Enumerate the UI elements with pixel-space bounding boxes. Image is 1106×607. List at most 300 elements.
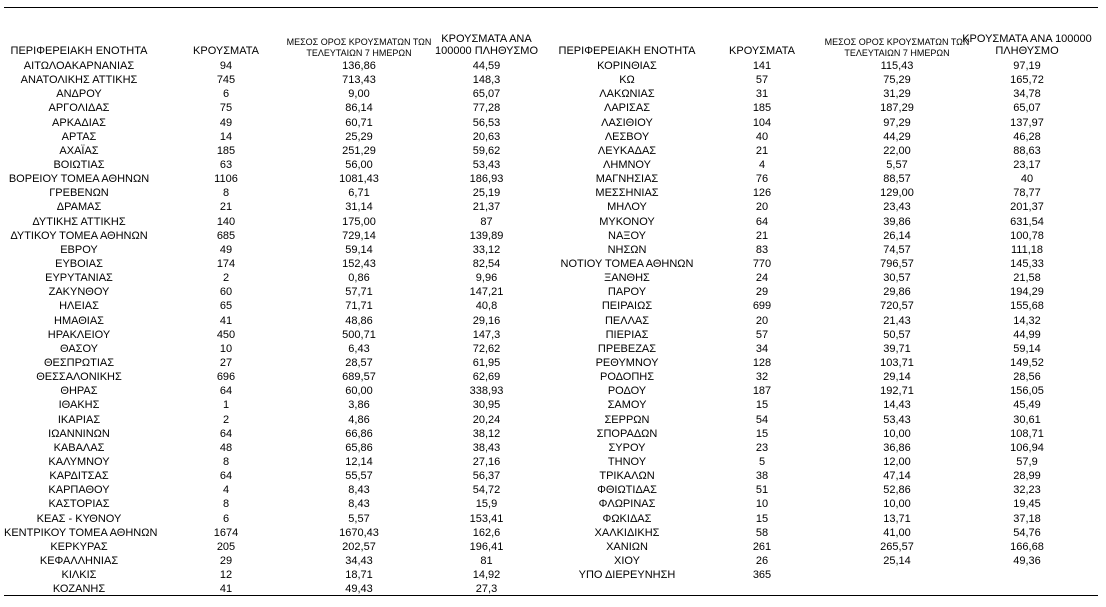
table-row — [557, 271, 1099, 285]
region-cell: ΕΥΡΥΤΑΝΙΑΣ — [45, 272, 113, 285]
region-cell: ΞΑΝΘΗΣ — [604, 272, 650, 285]
avg7-cell: 265,57 — [880, 540, 914, 553]
table-row — [557, 186, 1099, 200]
region-cell: ΘΕΣΣΑΛΟΝΙΚΗΣ — [36, 371, 122, 384]
region-cell: ΚΑΒΑΛΑΣ — [53, 441, 105, 454]
cases-cell: 60 — [219, 286, 233, 299]
table-row — [557, 483, 1099, 497]
avg7-cell: 192,71 — [880, 385, 914, 398]
region-cell: ΗΜΑΘΙΑΣ — [54, 314, 104, 327]
region-cell: ΚΑΡΠΑΘΟΥ — [48, 484, 110, 497]
avg7-cell: 136,86 — [342, 60, 376, 72]
table-row — [4, 497, 556, 511]
right-table — [557, 26, 1099, 582]
table-row — [4, 200, 556, 214]
avg7-cell: 6,71 — [348, 187, 370, 200]
cases-cell: 15 — [755, 399, 769, 412]
region-cell: ΚΕΑΣ - ΚΥΘΝΟΥ — [36, 512, 122, 525]
avg7-cell: 74,57 — [883, 243, 911, 256]
per100k-cell: 59,14 — [1013, 342, 1041, 355]
cases-cell: 65 — [219, 300, 233, 313]
cases-cell: 64 — [755, 215, 769, 228]
table-row — [557, 441, 1099, 455]
region-cell: ΘΑΣΟΥ — [59, 342, 99, 355]
avg7-cell: 71,71 — [345, 300, 373, 313]
region-cell: ΠΕΛΛΑΣ — [604, 314, 650, 327]
avg7-cell: 52,86 — [883, 484, 911, 497]
avg7-cell: 175,00 — [342, 215, 376, 228]
avg7-cell: 25,14 — [883, 554, 911, 567]
region-cell: ΧΙΟΥ — [614, 554, 640, 567]
avg7-cell: 3,86 — [348, 399, 370, 412]
region-cell: ΤΗΝΟΥ — [607, 455, 647, 468]
cases-cell: 104 — [752, 116, 772, 129]
region-cell: ΑΡΚΑΔΙΑΣ — [52, 116, 106, 129]
per100k-cell: 27,16 — [472, 455, 501, 468]
avg7-cell: 5,57 — [886, 158, 908, 171]
per100k-cell: 28,99 — [1013, 470, 1041, 483]
per100k-cell: 162,6 — [472, 526, 501, 539]
region-cell: ΛΗΜΝΟΥ — [603, 158, 651, 171]
region-cell: ΔΥΤΙΚΟΥ ΤΟΜΕΑ ΑΘΗΝΩΝ — [10, 229, 148, 242]
per100k-cell: 20,24 — [472, 413, 501, 426]
region-cell: ΘΗΡΑΣ — [60, 385, 98, 398]
table-row — [4, 413, 556, 427]
cases-cell: 699 — [752, 300, 772, 313]
region-cell: ΧΑΝΙΩΝ — [606, 540, 648, 553]
region-cell: ΕΥΒΟΙΑΣ — [55, 257, 103, 270]
region-cell: ΠΕΙΡΑΙΩΣ — [601, 300, 653, 313]
avg7-cell: 10,00 — [883, 427, 911, 440]
per100k-header: ΚΡΟΥΣΜΑΤΑ ΑΝΑ 100000 ΠΛΗΘΥΣΜΟ — [434, 32, 539, 58]
table-row — [557, 200, 1099, 214]
avg7-cell: 48,86 — [345, 314, 373, 327]
table-row — [557, 59, 1099, 73]
per100k-cell: 25,19 — [472, 187, 501, 200]
avg7-cell: 1081,43 — [339, 173, 379, 186]
cases-cell: 32 — [755, 371, 769, 384]
cases-cell: 4 — [758, 158, 766, 171]
table-row — [4, 455, 556, 469]
region-cell: ΣΕΡΡΩΝ — [604, 413, 650, 426]
table-row — [557, 469, 1099, 483]
cases-cell: 64 — [219, 385, 233, 398]
per100k-cell: 30,95 — [472, 399, 501, 412]
avg7-cell: 31,29 — [883, 88, 911, 101]
cases-cell: 29 — [755, 286, 769, 299]
table-row — [4, 299, 556, 313]
cases-cell: 128 — [752, 356, 772, 369]
avg7-cell: 49,43 — [345, 583, 373, 596]
table-row — [4, 356, 556, 370]
cases-cell: 15 — [755, 512, 769, 525]
table-row — [557, 314, 1099, 328]
per100k-cell: 147,21 — [469, 286, 504, 299]
per100k-cell: 56,53 — [472, 116, 501, 129]
cases-cell: 94 — [219, 60, 233, 72]
cases-cell: 10 — [219, 342, 233, 355]
cases-cell: 8 — [222, 498, 230, 511]
region-cell: ΕΒΡΟΥ — [60, 243, 98, 256]
avg7-cell: 30,57 — [883, 272, 911, 285]
region-cell: ΚΟΡΙΝΘΙΑΣ — [597, 60, 657, 72]
table-row — [4, 398, 556, 412]
avg7-cell: 689,57 — [342, 371, 376, 384]
table-row — [557, 172, 1099, 186]
per100k-cell: 9,96 — [475, 272, 498, 285]
table-row — [4, 59, 556, 73]
region-cell: ΗΡΑΚΛΕΙΟΥ — [47, 328, 111, 341]
cases-cell: 1 — [222, 399, 230, 412]
avg7-cell: 10,00 — [883, 498, 911, 511]
avg7-cell: 103,71 — [880, 356, 914, 369]
avg7-cell: 8,43 — [348, 498, 370, 511]
per100k-cell: 44,99 — [1013, 328, 1041, 341]
table-row — [557, 229, 1099, 243]
cases-header: ΚΡΟΥΣΜΑΤΑ — [729, 45, 795, 58]
region-cell: ΜΗΛΟΥ — [607, 201, 647, 214]
region-cell: ΗΛΕΙΑΣ — [59, 300, 99, 313]
cases-cell: 14 — [219, 130, 233, 143]
avg7-header: ΜΕΣΟΣ ΟΡΟΣ ΚΡΟΥΣΜΑΤΩΝ ΤΩΝ ΤΕΛΕΥΤΑΙΩΝ 7 ΗΜΕΡΩΝ — [824, 37, 970, 58]
cases-cell: 126 — [752, 187, 772, 200]
per100k-cell: 196,41 — [469, 540, 504, 553]
cases-cell: 5 — [758, 455, 766, 468]
per100k-cell: 77,28 — [472, 102, 501, 115]
cases-header: ΚΡΟΥΣΜΑΤΑ — [193, 45, 259, 58]
region-cell: ΠΑΡΟΥ — [607, 286, 647, 299]
avg7-cell: 55,57 — [345, 470, 373, 483]
per100k-cell: 148,3 — [472, 74, 501, 87]
cases-cell: 76 — [755, 173, 769, 186]
per100k-cell: 15,9 — [475, 498, 498, 511]
table-row — [4, 427, 556, 441]
cases-cell: 205 — [216, 540, 236, 553]
per100k-cell: 49,36 — [1013, 554, 1041, 567]
avg7-cell: 47,14 — [883, 470, 911, 483]
table-row — [557, 526, 1099, 540]
cases-cell: 64 — [219, 470, 233, 483]
per100k-cell: 100,78 — [1010, 229, 1044, 242]
table-row — [4, 271, 556, 285]
avg7-cell: 60,71 — [345, 116, 373, 129]
avg7-cell: 129,00 — [880, 187, 914, 200]
avg7-cell: 796,57 — [880, 257, 914, 270]
cases-cell: 64 — [219, 427, 233, 440]
region-cell: ΡΕΘΥΜΝΟΥ — [595, 356, 659, 369]
per100k-cell: 62,69 — [472, 371, 501, 384]
left-table-header — [4, 26, 556, 58]
cases-cell: 27 — [219, 356, 233, 369]
table-row — [4, 285, 556, 299]
per100k-cell: 145,33 — [1010, 257, 1044, 270]
avg7-cell: 53,43 — [883, 413, 911, 426]
per100k-cell: 78,77 — [1013, 187, 1041, 200]
per100k-cell: 14,32 — [1013, 314, 1041, 327]
avg7-cell: 6,43 — [348, 342, 370, 355]
cases-cell: 23 — [755, 441, 769, 454]
cases-cell: 63 — [219, 158, 233, 171]
per100k-cell: 33,12 — [472, 243, 501, 256]
avg7-cell: 251,29 — [342, 144, 376, 157]
avg7-cell: 31,14 — [345, 201, 373, 214]
cases-cell: 21 — [755, 229, 769, 242]
per100k-cell: 111,18 — [1010, 243, 1043, 256]
table-row — [4, 512, 556, 526]
cases-cell: 6 — [222, 88, 230, 101]
cases-cell: 174 — [216, 257, 236, 270]
cases-cell: 261 — [752, 540, 772, 553]
table-row — [557, 540, 1099, 554]
avg7-cell: 713,43 — [342, 74, 376, 87]
cases-cell: 24 — [755, 272, 769, 285]
table-row — [4, 483, 556, 497]
per100k-cell: 87 — [480, 215, 493, 228]
per100k-cell: 40,8 — [475, 300, 498, 313]
table-row — [557, 215, 1099, 229]
per100k-cell: 72,62 — [472, 342, 501, 355]
cases-cell: 21 — [219, 201, 233, 214]
cases-cell: 40 — [755, 130, 769, 143]
table-row — [557, 512, 1099, 526]
table-row — [4, 101, 556, 115]
avg7-cell: 41,00 — [883, 526, 911, 539]
per100k-cell: 21,37 — [472, 201, 501, 214]
region-cell: ΒΟΙΩΤΙΑΣ — [53, 158, 105, 171]
cases-cell: 12 — [219, 569, 233, 582]
region-cell: ΜΥΚΟΝΟΥ — [599, 215, 655, 228]
avg7-cell: 115,43 — [880, 60, 914, 72]
region-cell: ΜΑΓΝΗΣΙΑΣ — [595, 173, 659, 186]
cases-cell: 21 — [755, 144, 769, 157]
avg7-cell: 65,86 — [345, 441, 373, 454]
avg7-cell: 29,14 — [883, 371, 911, 384]
per100k-cell: 81 — [480, 554, 493, 567]
per100k-cell: 106,94 — [1010, 441, 1044, 454]
region-cell: ΛΑΣΙΘΙΟΥ — [601, 116, 653, 129]
region-cell: ΓΡΕΒΕΝΩΝ — [49, 187, 109, 200]
per100k-cell: 23,17 — [1013, 158, 1041, 171]
per100k-header: ΚΡΟΥΣΜΑΤΑ ΑΝΑ 100000 ΠΛΗΘΥΣΜΟ — [962, 32, 1092, 58]
region-cell: ΑΝΑΤΟΛΙΚΗΣ ΑΤΤΙΚΗΣ — [20, 74, 138, 87]
table-row — [557, 455, 1099, 469]
table-row — [557, 356, 1099, 370]
table-row — [557, 398, 1099, 412]
region-cell: ΒΟΡΕΙΟΥ ΤΟΜΕΑ ΑΘΗΝΩΝ — [8, 173, 150, 186]
cases-cell: 2 — [222, 272, 230, 285]
per100k-cell: 153,41 — [469, 512, 504, 525]
region-header: ΠΕΡΙΦΕΡΕΙΑΚΗ ΕΝΟΤΗΤΑ — [558, 45, 696, 58]
per100k-cell: 19,45 — [1013, 498, 1041, 511]
cases-cell: 41 — [219, 314, 233, 327]
avg7-cell: 56,00 — [345, 158, 373, 171]
per100k-cell: 40 — [1020, 173, 1034, 186]
region-cell: ΖΑΚΥΝΘΟΥ — [48, 286, 110, 299]
per100k-cell: 201,37 — [1010, 201, 1044, 214]
avg7-cell: 57,71 — [345, 286, 373, 299]
avg7-cell: 729,14 — [342, 229, 376, 242]
cases-cell: 58 — [755, 526, 769, 539]
cases-cell: 38 — [755, 470, 769, 483]
region-cell: ΠΡΕΒΕΖΑΣ — [597, 342, 657, 355]
cases-cell: 8 — [222, 187, 230, 200]
cases-cell: 450 — [216, 328, 236, 341]
per100k-cell: 631,54 — [1010, 215, 1044, 228]
per100k-cell: 34,78 — [1013, 88, 1041, 101]
table-row — [557, 87, 1099, 101]
table-row — [4, 370, 556, 384]
avg7-cell: 75,29 — [883, 74, 911, 87]
avg7-cell: 60,00 — [345, 385, 373, 398]
region-cell: ΑΙΤΩΛΟΑΚΑΡΝΑΝΙΑΣ — [23, 60, 135, 72]
region-cell: ΧΑΛΚΙΔΙΚΗΣ — [594, 526, 660, 539]
region-cell: ΔΡΑΜΑΣ — [56, 201, 102, 214]
region-cell: ΚΑΡΔΙΤΣΑΣ — [49, 470, 109, 483]
cases-cell: 770 — [752, 257, 772, 270]
cases-cell: 49 — [219, 243, 233, 256]
per100k-cell: 30,61 — [1013, 413, 1041, 426]
table-row — [557, 497, 1099, 511]
table-row — [4, 87, 556, 101]
per100k-cell: 139,89 — [469, 229, 504, 242]
region-cell: ΛΑΚΩΝΙΑΣ — [599, 88, 655, 101]
per100k-cell: 338,93 — [469, 385, 504, 398]
avg7-cell: 23,43 — [883, 201, 911, 214]
table-row — [557, 299, 1099, 313]
right-table-header — [557, 26, 1099, 58]
cases-cell: 48 — [219, 441, 233, 454]
table-row — [557, 130, 1099, 144]
avg7-cell: 12,14 — [345, 455, 373, 468]
cases-cell: 745 — [216, 74, 236, 87]
per100k-cell: 149,52 — [1010, 356, 1044, 369]
cases-cell: 685 — [216, 229, 236, 242]
cases-cell: 8 — [222, 455, 230, 468]
region-cell: ΚΟΖΑΝΗΣ — [52, 583, 106, 596]
region-cell: ΦΩΚΙΔΑΣ — [602, 512, 652, 525]
table-row — [4, 130, 556, 144]
per100k-cell: 97,19 — [1013, 60, 1041, 72]
region-cell: ΣΠΟΡΑΔΩΝ — [596, 427, 658, 440]
region-cell: ΘΕΣΠΡΩΤΙΑΣ — [43, 356, 115, 369]
region-cell: ΙΩΑΝΝΙΝΩΝ — [48, 427, 110, 440]
table-row — [4, 314, 556, 328]
table-row — [557, 257, 1099, 271]
region-cell: ΚΩ — [619, 74, 635, 87]
cases-cell: 20 — [755, 314, 769, 327]
cases-cell: 185 — [216, 144, 236, 157]
per100k-cell: 14,92 — [472, 569, 501, 582]
avg7-cell: 12,00 — [883, 455, 911, 468]
avg7-cell: 18,71 — [345, 569, 373, 582]
avg7-cell: 66,86 — [345, 427, 373, 440]
region-cell: ΛΑΡΙΣΑΣ — [603, 102, 650, 115]
table-row — [4, 328, 556, 342]
avg7-cell: 13,71 — [883, 512, 911, 525]
cases-cell: 187 — [752, 385, 772, 398]
cases-cell: 140 — [216, 215, 236, 228]
cases-cell: 41 — [219, 583, 233, 596]
per100k-cell: 186,93 — [469, 173, 504, 186]
table-row — [4, 116, 556, 130]
region-cell: ΜΕΣΣΗΝΙΑΣ — [595, 187, 659, 200]
right-table-body — [557, 59, 1099, 582]
cases-cell: 54 — [755, 413, 769, 426]
cases-cell: 365 — [752, 569, 772, 582]
per100k-cell: 61,95 — [472, 356, 501, 369]
table-row — [557, 73, 1099, 87]
per100k-cell: 137,97 — [1010, 116, 1044, 129]
avg7-cell: 50,57 — [883, 328, 911, 341]
table-row — [4, 342, 556, 356]
per100k-cell: 20,63 — [472, 130, 501, 143]
table-row — [557, 158, 1099, 172]
table-row — [557, 370, 1099, 384]
avg7-cell: 22,00 — [883, 144, 911, 157]
per100k-cell: 56,37 — [472, 470, 501, 483]
cases-cell: 31 — [755, 88, 769, 101]
region-cell: ΤΡΙΚΑΛΩΝ — [599, 470, 655, 483]
cases-cell: 20 — [755, 201, 769, 214]
table-row — [557, 285, 1099, 299]
avg7-cell: 1670,43 — [339, 526, 379, 539]
region-cell: ΚΙΛΚΙΣ — [61, 569, 97, 582]
table-row — [4, 441, 556, 455]
cases-cell: 83 — [755, 243, 769, 256]
avg7-header: ΜΕΣΟΣ ΟΡΟΣ ΚΡΟΥΣΜΑΤΩΝ ΤΩΝ ΤΕΛΕΥΤΑΙΩΝ 7 ΗΜΕΡΩΝ — [286, 37, 432, 58]
per100k-cell: 37,18 — [1013, 512, 1041, 525]
table-row — [4, 144, 556, 158]
avg7-cell: 5,57 — [348, 512, 370, 525]
table-row — [557, 328, 1099, 342]
table-row — [4, 384, 556, 398]
cases-cell: 29 — [219, 554, 233, 567]
table-row — [557, 554, 1099, 568]
region-cell: ΛΕΣΒΟΥ — [604, 130, 650, 143]
region-cell: ΣΑΜΟΥ — [607, 399, 647, 412]
region-cell: ΦΘΙΩΤΙΔΑΣ — [597, 484, 657, 497]
region-header: ΠΕΡΙΦΕΡΕΙΑΚΗ ΕΝΟΤΗΤΑ — [10, 45, 148, 58]
region-cell: ΡΟΔΟΠΗΣ — [599, 371, 655, 384]
avg7-cell: 4,86 — [348, 413, 370, 426]
table-row — [557, 116, 1099, 130]
avg7-cell: 720,57 — [880, 300, 914, 313]
cases-cell: 34 — [755, 342, 769, 355]
per100k-cell: 53,43 — [472, 158, 501, 171]
avg7-cell: 39,86 — [883, 215, 911, 228]
avg7-cell: 21,43 — [883, 314, 911, 327]
avg7-cell: 86,14 — [345, 102, 373, 115]
per100k-cell: 21,58 — [1013, 272, 1041, 285]
per100k-cell: 38,12 — [472, 427, 501, 440]
avg7-cell: 8,43 — [348, 484, 370, 497]
avg7-cell: 26,14 — [883, 229, 911, 242]
avg7-cell: 152,43 — [342, 257, 376, 270]
region-cell: ΔΥΤΙΚΗΣ ΑΤΤΙΚΗΣ — [32, 215, 126, 228]
avg7-cell: 44,29 — [883, 130, 911, 143]
region-cell: ΙΚΑΡΙΑΣ — [57, 413, 101, 426]
per100k-cell: 147,3 — [472, 328, 501, 341]
per100k-cell: 59,62 — [472, 144, 501, 157]
cases-cell: 141 — [752, 60, 772, 72]
region-cell: ΣΥΡΟΥ — [608, 441, 646, 454]
cases-cell: 2 — [222, 413, 230, 426]
per100k-cell: 28,56 — [1013, 371, 1041, 384]
cases-cell: 696 — [216, 371, 236, 384]
avg7-cell: 59,14 — [345, 243, 373, 256]
avg7-cell: 88,57 — [883, 173, 911, 186]
table-row — [557, 384, 1099, 398]
